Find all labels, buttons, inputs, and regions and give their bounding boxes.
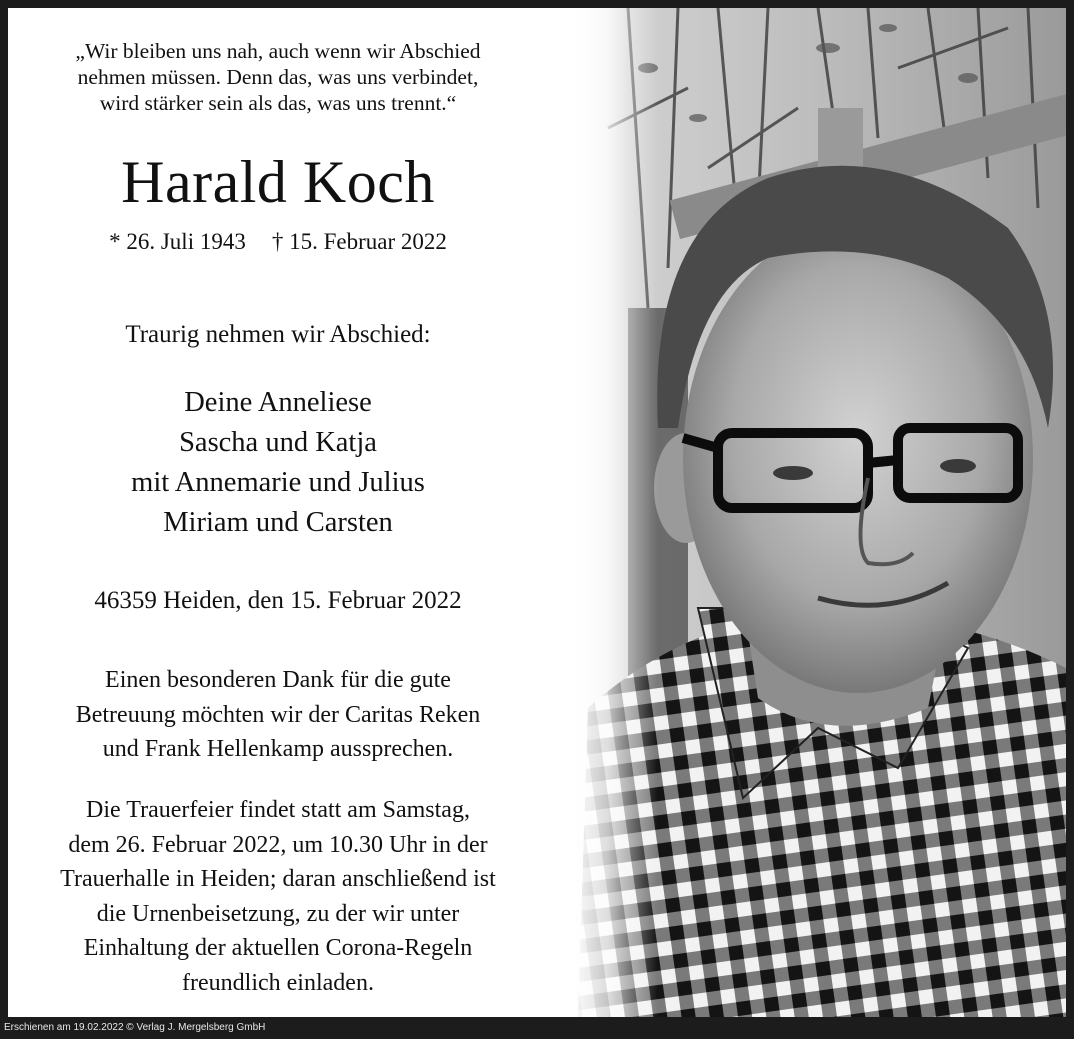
mourner-line: mit Annemarie und Julius [131, 467, 425, 498]
quote-line: nehmen müssen. Denn das, was uns verbindet, [77, 65, 479, 89]
ceremony-paragraph [8, 793, 548, 1001]
ceremony-line: die Urnenbeisetzung, zu der wir unter [96, 900, 460, 927]
ceremony-line: Die Trauerfeier findet statt am Samstag, [86, 797, 470, 823]
publication-footer: Erschienen am 19.02.2022 © Verlag J. Mergelsberg GmbH [4, 1022, 266, 1033]
ceremony-line: dem 26. Februar 2022, um 10.30 Uhr in der [68, 831, 488, 858]
place-and-date: 46359 Heiden, den 15. Februar 2022 [94, 587, 462, 614]
birth-date: * 26. Juli 1943 [109, 229, 246, 254]
quote-line: wird stärker sein als das, was uns trennt.“ [99, 91, 457, 115]
mourner-line: Sascha und Katja [179, 427, 377, 458]
obituary-card [8, 8, 1066, 1017]
ceremony-line: Einhaltung der aktuellen Corona-Regeln [83, 935, 473, 962]
ceremony-line: freundlich einladen. [182, 969, 374, 996]
mourner-line: Deine Anneliese [184, 387, 372, 418]
photo-edge-fade [568, 8, 1066, 1017]
portrait-photo [568, 8, 1066, 1017]
life-dates [8, 228, 548, 256]
mourners-list [8, 383, 548, 543]
thanks-line: Einen besonderen Dank für die gute [105, 667, 451, 693]
memorial-quote [8, 38, 548, 116]
obituary-text-column [8, 8, 548, 1017]
farewell-intro: Traurig nehmen wir Abschied: [125, 321, 431, 348]
quote-line: „Wir bleiben uns nah, auch wenn wir Abschied [75, 39, 481, 63]
thanks-line: und Frank Hellenkamp aussprechen. [102, 736, 454, 762]
thanks-paragraph [8, 663, 548, 767]
death-date: † 15. Februar 2022 [271, 229, 447, 254]
thanks-line: Betreuung möchten wir der Caritas Reken [75, 701, 481, 728]
ceremony-line: Trauerhalle in Heiden; daran anschließend ist [60, 866, 496, 893]
mourner-line: Miriam und Carsten [163, 507, 393, 538]
deceased-name: Harald Koch [121, 149, 435, 215]
